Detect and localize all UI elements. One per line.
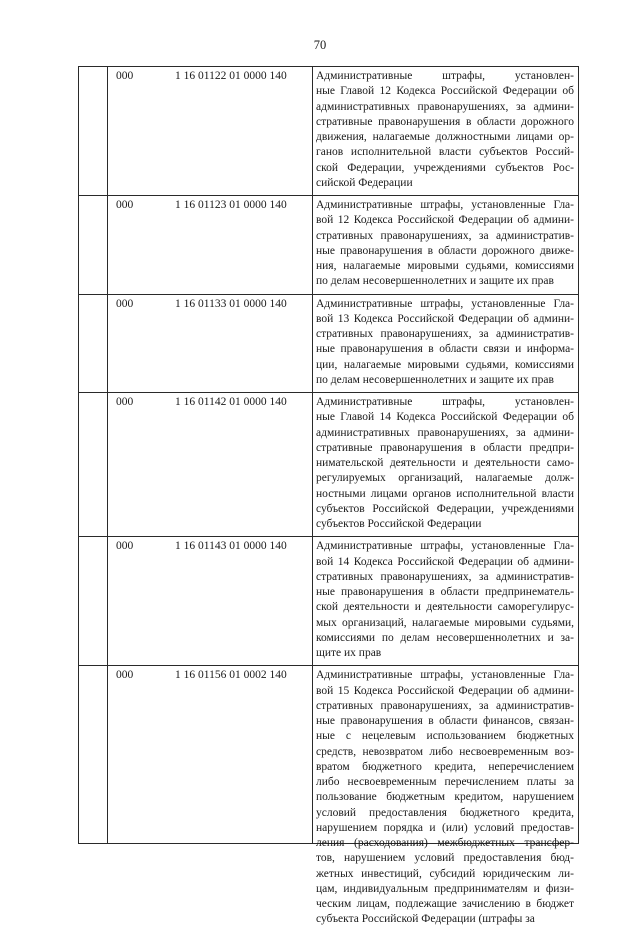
description-line: ской Федерации, учреждениями субъектов Рос- xyxy=(316,161,574,174)
page-number: 70 xyxy=(313,38,327,52)
description-line: ления (расходования) межбюджетных трансфер- xyxy=(316,837,574,849)
budget-classification-code-cell: 1 16 01142 01 0000 140 xyxy=(175,396,287,408)
table-row xyxy=(107,295,578,393)
description-line: комиссиями по делам несовершеннолетних и за- xyxy=(316,631,574,644)
description-line: по делам несовершеннолетних и защите их прав xyxy=(316,373,554,386)
description-line: ные правонарушения в области предпринематель- xyxy=(316,586,574,598)
description-line: регулируемых организаций, налагаемые долж- xyxy=(316,472,574,485)
description-line: условий предоставления бюджетного кредита, xyxy=(316,806,574,819)
description-line: ния, налагаемые мировыми судьями, комиссиями xyxy=(316,260,574,272)
description-line: субъектов Российской Федерации xyxy=(316,518,482,530)
description-line: ции, налагаемые мировыми судьями, комиссиями xyxy=(316,358,574,371)
description-line: вой 12 Кодекса Российской Федерации об админи- xyxy=(316,214,574,227)
table-row xyxy=(107,67,578,195)
description-line: Административные штрафы, установленные Гла- xyxy=(316,199,574,211)
description-line: Административные штрафы, установлен- xyxy=(316,396,574,408)
description-line: стративных правонарушениях, за административ- xyxy=(316,570,574,583)
description-line: субъекта Российской Федерации (штрафы за xyxy=(316,913,535,926)
description-line: по делам несовершеннолетних и защите их прав xyxy=(316,275,554,288)
description-line: нимательской деятельности и деятельности само- xyxy=(316,457,574,469)
description-line: субъектов Российской Федерации, учреждениями xyxy=(316,502,574,515)
description-line: Административные штрафы, установленные Гла- xyxy=(316,540,574,553)
description-line: вой 15 Кодекса Российской Федерации об админи- xyxy=(316,684,574,697)
description-line: пользование бюджетным кредитом, нарушением xyxy=(316,791,574,804)
admin-code-cell: 000 xyxy=(116,297,134,310)
description-line: ской деятельности и деятельности саморегулирус- xyxy=(316,601,574,614)
description-line: вратом бюджетного кредита, неперечислением xyxy=(316,760,574,773)
description-line: ческим лицам, подлежащие зачислению в бюджет xyxy=(316,898,574,910)
description-line: стративных правонарушениях, за административ- xyxy=(316,699,574,712)
description-cell xyxy=(316,539,574,661)
description-line: ные Главой 14 Кодекса Российской Федерации об xyxy=(316,411,574,424)
description-line: административных правонарушениях, за админи- xyxy=(316,426,574,439)
description-line: стративных правонарушениях, за административ- xyxy=(316,229,574,242)
description-line: цам, индивидуальным предпринимателям и физи- xyxy=(316,882,574,895)
description-line: ностными лицами органов исполнительной власти xyxy=(316,487,574,500)
description-line: вой 14 Кодекса Российской Федерации об админи- xyxy=(316,555,574,568)
description-line: щите их прав xyxy=(316,647,382,659)
budget-classification-code-cell: 1 16 01143 01 0000 140 xyxy=(175,540,287,553)
budget-classification-code-cell: 1 16 01133 01 0000 140 xyxy=(175,297,287,310)
description-line: вой 13 Кодекса Российской Федерации об админи- xyxy=(316,312,574,325)
description-line: сийской Федерации xyxy=(316,176,413,189)
description-line: ные с нецелевым использованием бюджетных xyxy=(316,730,574,743)
table-row xyxy=(107,393,578,536)
budget-code-table xyxy=(78,66,579,926)
admin-code-cell: 000 xyxy=(116,199,134,211)
table-row xyxy=(107,537,578,665)
description-line: средств, невозвратом либо несвоевременным воз- xyxy=(316,745,574,758)
description-line: нарушением порядка и (или) условий предостав- xyxy=(316,821,574,834)
description-line: Административные штрафы, установленные Гла- xyxy=(316,297,574,310)
description-cell xyxy=(316,395,574,532)
admin-code-cell: 000 xyxy=(116,669,134,682)
budget-classification-code-cell: 1 16 01156 01 0002 140 xyxy=(175,669,287,682)
description-line: ные правонарушения в области финансов, связан- xyxy=(316,715,574,727)
description-line: ганов исполнительной власти субъектов Россий- xyxy=(316,146,574,159)
description-line: Административные штрафы, установленные Гла- xyxy=(316,669,574,682)
description-line: движения, налагаемые должностными лицами ор- xyxy=(316,131,574,143)
description-cell xyxy=(316,69,574,191)
budget-classification-code-cell: 1 16 01123 01 0000 140 xyxy=(175,199,287,211)
budget-classification-code-cell: 1 16 01122 01 0000 140 xyxy=(175,70,287,82)
description-cell xyxy=(316,198,574,290)
description-line: жетных инвестиций, субсидий юридическим ли- xyxy=(316,867,574,880)
description-line: стративных правонарушениях, за административ- xyxy=(316,328,574,340)
description-cell xyxy=(316,297,574,389)
description-cell xyxy=(316,668,574,927)
description-line: стративные правонарушения в области предпри- xyxy=(316,441,574,454)
description-line: либо несвоевременным перечислением платы за xyxy=(316,776,574,788)
admin-code-cell: 000 xyxy=(116,70,134,82)
description-line: ные правонарушения в области дорожного движе- xyxy=(316,244,574,257)
description-line: стративные правонарушения в области дорожного xyxy=(316,115,574,128)
description-line: тов, нарушением условий предоставления бюд- xyxy=(316,852,574,865)
table-row xyxy=(107,196,578,294)
description-line: административных правонарушениях, за админи- xyxy=(316,100,574,113)
description-line: Административные штрафы, установлен- xyxy=(316,70,574,82)
description-line: ные Главой 12 Кодекса Российской Федерации об xyxy=(316,85,574,98)
description-line: ные правонарушения в области связи и информа- xyxy=(316,343,574,356)
description-line: мых организаций, налагаемые мировыми судьями, xyxy=(316,616,574,629)
admin-code-cell: 000 xyxy=(116,540,134,553)
admin-code-cell: 000 xyxy=(116,396,134,408)
table-row xyxy=(107,666,578,931)
